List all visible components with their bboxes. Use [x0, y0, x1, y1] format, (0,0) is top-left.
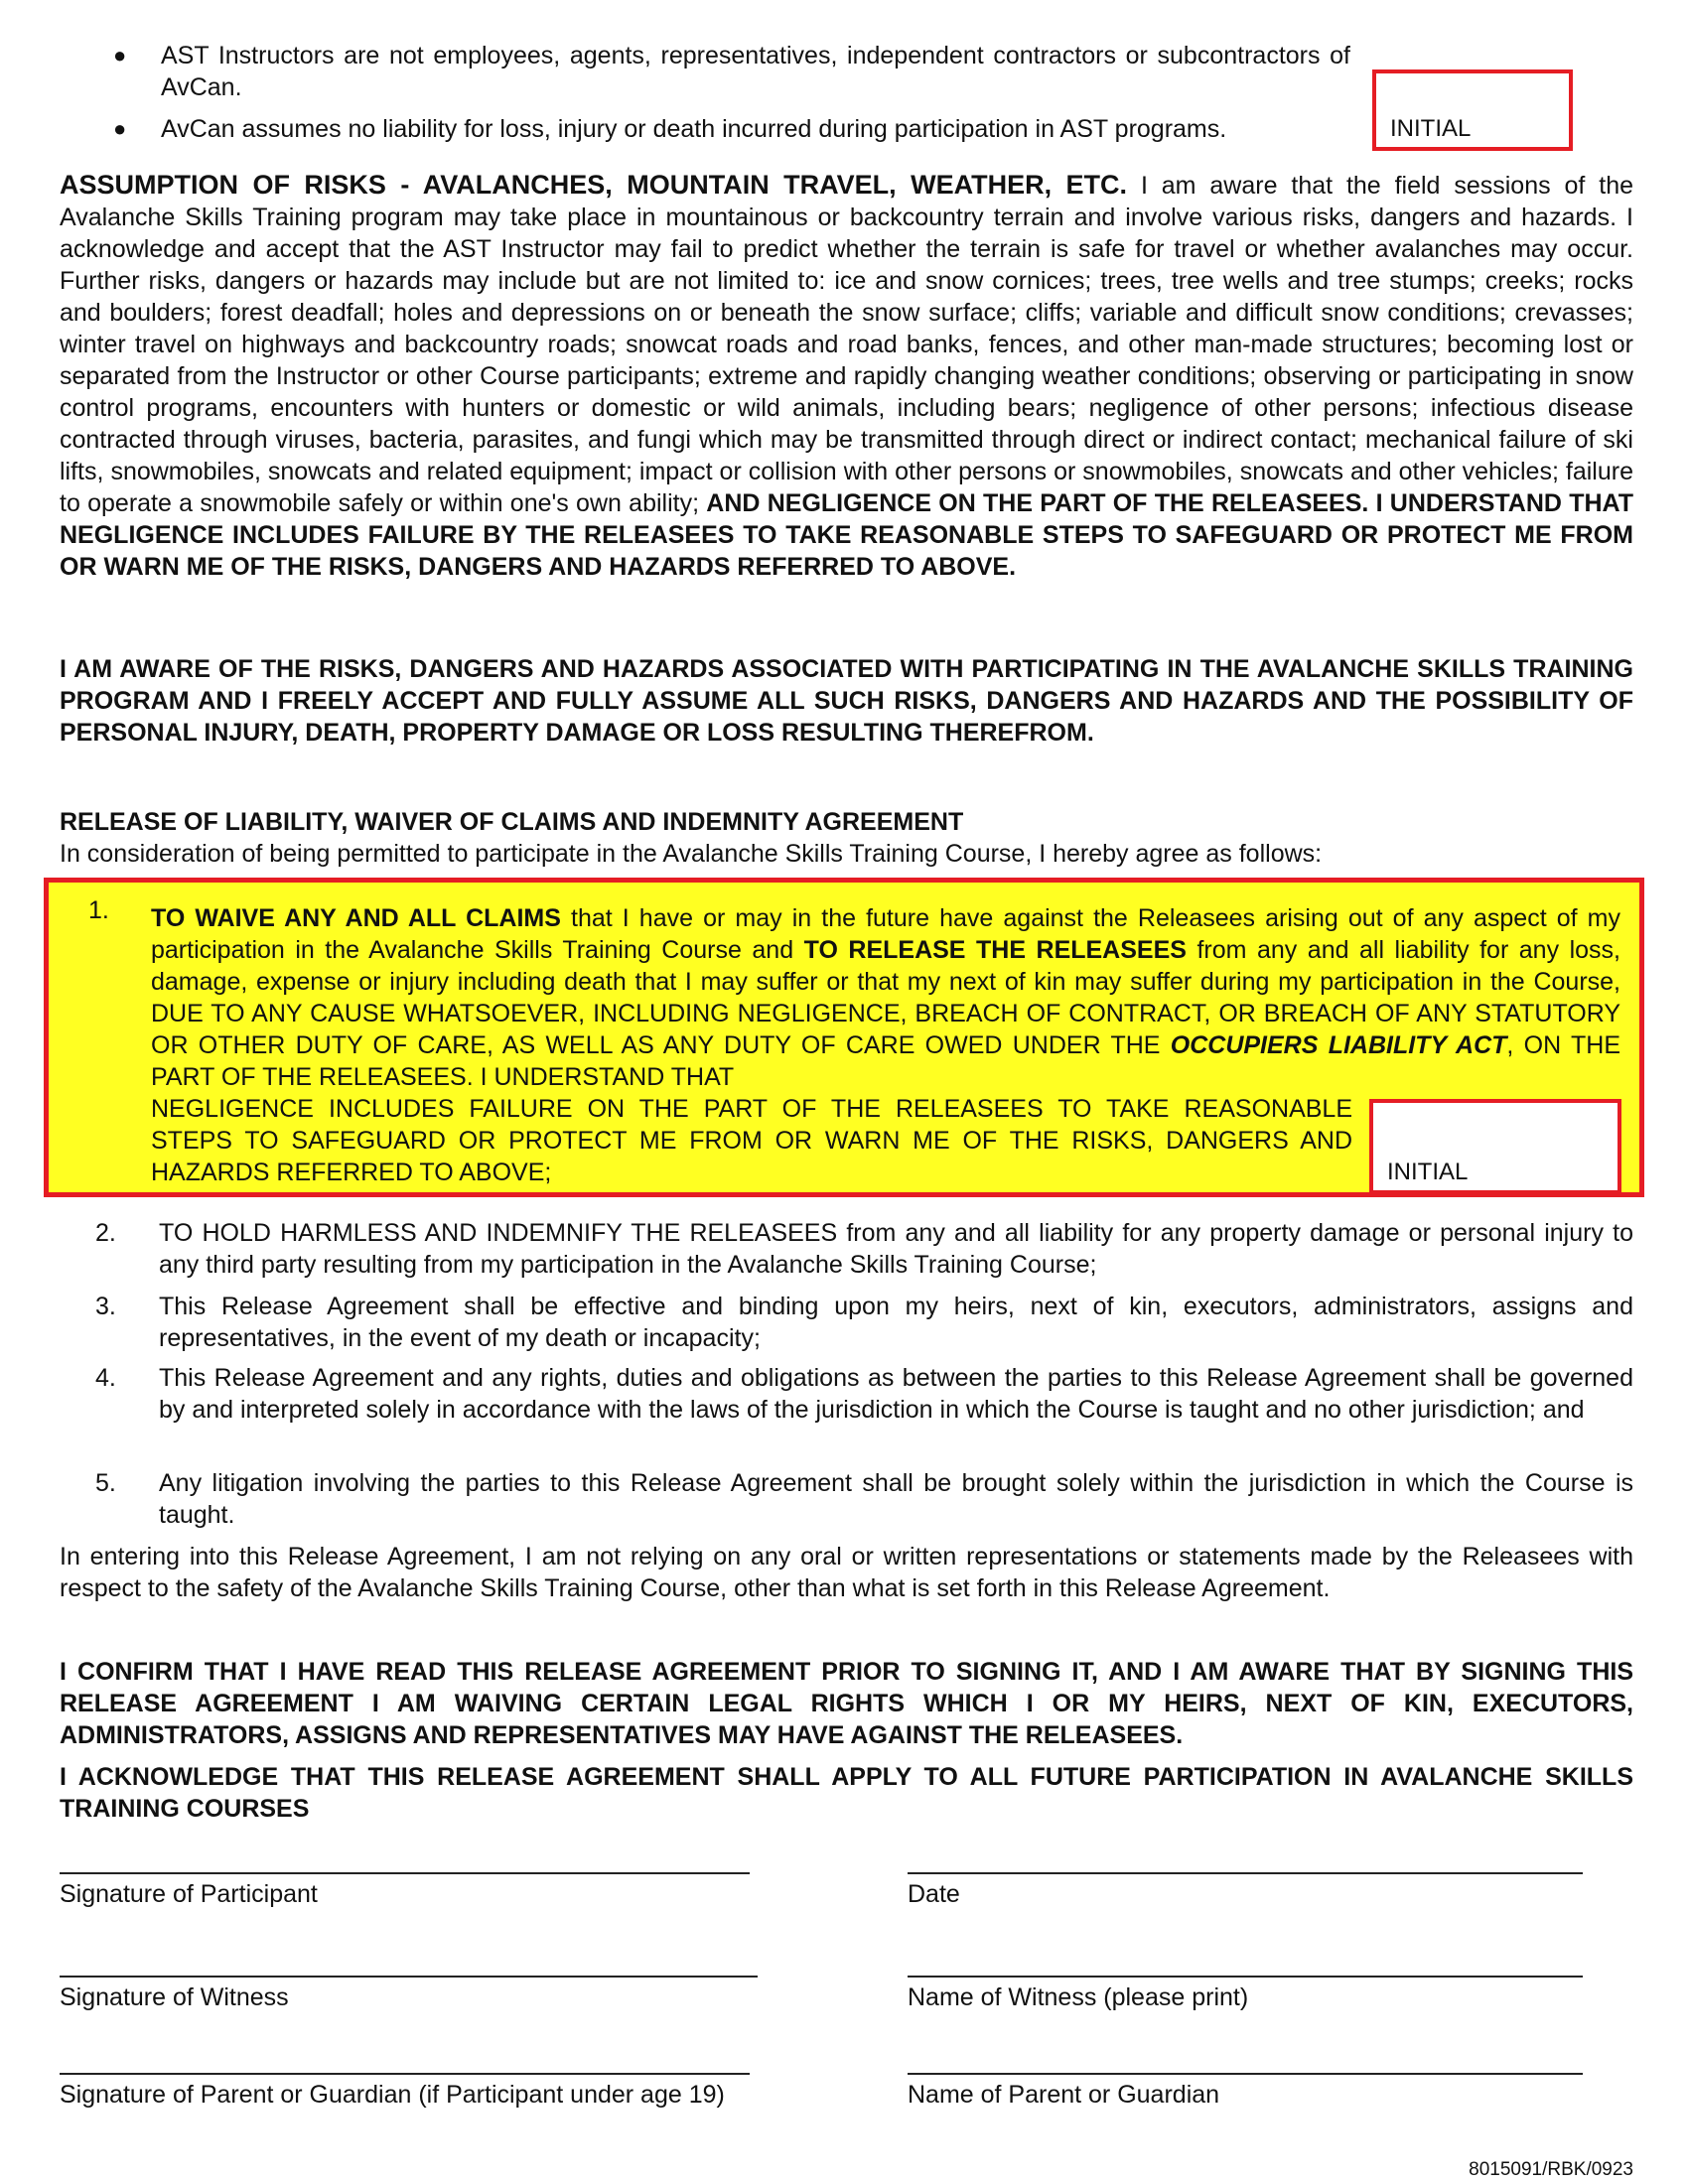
assumption-negligence: AND NEGLIGENCE ON THE PART OF THE RELEASEES. I UNDERSTAND THAT NEGLIGENCE INCLUDES FAILURE BY THE RELEASEES TO TAKE REASONABLE STEPS TO SAFEGUARD OR PROTECT ME FROM OR WARN ME OF THE RISKS, DANGERS AND HAZARDS REFERRED TO ABOVE.: [60, 489, 1633, 581]
signature-line-date[interactable]: [908, 1872, 1583, 1874]
clause-text: from any and all liability for any loss, damage, expense or injury including death that I may suffer or that my next of kin may suffer during my participation in the Course, DUE TO ANY CAUSE WHATSOEVER, INCLUDING NEGLIGENCE, BREACH OF CONTRACT, OR BREACH OF ANY STATUTORY OR OTHER DUTY OF CARE, AS WELL AS ANY DUTY OF CARE OWED UNDER THE: [151, 936, 1621, 1059]
signature-label-participant: Signature of Participant: [60, 1880, 318, 1908]
signature-line-witness-name[interactable]: [908, 1976, 1583, 1978]
release-heading: RELEASE OF LIABILITY, WAIVER OF CLAIMS AND INDEMNITY AGREEMENT: [60, 808, 964, 836]
signature-line-witness[interactable]: [60, 1976, 758, 1978]
clause-text: , ON THE PART OF THE RELEASEES. I UNDERSTAND THAT: [151, 1031, 1621, 1091]
bullet-text: AvCan assumes no liability for loss, injury or death incurred during participation in AST programs.: [161, 115, 1227, 143]
bullet-list: [109, 40, 1350, 155]
assumption-body: I am aware that the field sessions of the Avalanche Skills Training program may take place in mountainous or backcountry terrain and involve various risks, dangers and hazards. I acknowledge and accept that the AST Instructor may fail to predict whether the terrain is safe for travel or whether avalanches may occur. Further risks, dangers or hazards may include but are not limited to: ice and snow cornices; trees, tree wells and tree stumps; creeks; rocks and boulders; forest deadfall; holes and depressions on or beneath the snow surface; cliffs; variable and difficult snow conditions; crevasses; winter travel on highways and backcountry roads; snowcat roads and road banks, fences, and other man-made structures; becoming lost or separated from the Instructor or other Course participants; extreme and rapidly changing weather conditions; observing or participating in snow control programs, encounters with hunters or domestic or wild animals, including bears; negligence of other persons; infectious disease contracted through viruses, bacteria, parasites, and fungi which may be transmitted through direct or indirect contact; mechanical failure of ski lifts, snowmobiles, snowcats and related equipment; impact or collision with other persons or snowmobiles, snowcats and other vehicles; failure to operate a snowmobile safely or within one's own ability;: [60, 172, 1633, 517]
bullet-icon: ●: [113, 43, 127, 68]
signature-line-participant[interactable]: [60, 1872, 750, 1874]
initial-label: INITIAL: [1390, 115, 1472, 142]
signature-line-guardian[interactable]: [60, 2073, 750, 2075]
item-number: 5.: [95, 1469, 116, 1497]
reliance-paragraph: In entering into this Release Agreement, I am not relying on any oral or written representations or statements made by the Releasees with respect to the safety of the Avalanche Skills Training Course, other than what is set forth in this Release Agreement.: [60, 1543, 1633, 1602]
aware-text: I AM AWARE OF THE RISKS, DANGERS AND HAZARDS ASSOCIATED WITH PARTICIPATING IN THE AVALANCHE SKILLS TRAINING PROGRAM AND I FREELY ACCEPT AND FULLY ASSUME ALL SUCH RISKS, DANGERS AND HAZARDS AND THE POSSIBILITY OF PERSONAL INJURY, DEATH, PROPERTY DAMAGE OR LOSS RESULTING THEREFROM.: [60, 655, 1633, 747]
item-number: 2.: [95, 1219, 116, 1247]
document-code: 8015091/RBK/0923: [1469, 2159, 1633, 2180]
list-item: [60, 1291, 1633, 1354]
assumption-aware: [60, 653, 1633, 749]
item-number: 3.: [95, 1293, 116, 1320]
clause-text: that I have or may in the future have against the Releasees arising out of any aspect of my participation in the Avalanche Skills Training Course and: [151, 904, 1620, 964]
list-item: [60, 1362, 1633, 1426]
clause-text-narrow: NEGLIGENCE INCLUDES FAILURE ON THE PART OF THE RELEASEES TO TAKE REASONABLE STEPS TO SAFEGUARD OR PROTECT ME FROM OR WARN ME OF THE RISKS, DANGERS AND HAZARDS REFERRED TO ABOVE;: [151, 1095, 1352, 1186]
release-intro: In consideration of being permitted to participate in the Avalanche Skills Training Course, I hereby agree as follows:: [60, 840, 1323, 868]
item-text: This Release Agreement and any rights, duties and obligations as between the parties to this Release Agreement shall be governed by and interpreted solely in accordance with the laws of the jurisdiction in which the Course is taught and no other jurisdiction; and: [159, 1364, 1633, 1424]
list-item: [60, 1467, 1633, 1531]
confirm-paragraph: I CONFIRM THAT I HAVE READ THIS RELEASE AGREEMENT PRIOR TO SIGNING IT, AND I AM AWARE THAT BY SIGNING THIS RELEASE AGREEMENT I AM WAIVING CERTAIN LEGAL RIGHTS WHICH I OR MY HEIRS, NEXT OF KIN, EXECUTORS, ADMINISTRATORS, ASSIGNS AND REPRESENTATIVES MAY HAVE AGAINST THE RELEASEES.: [60, 1658, 1633, 1749]
acknowledge-paragraph: I ACKNOWLEDGE THAT THIS RELEASE AGREEMENT SHALL APPLY TO ALL FUTURE PARTICIPATION IN AVALANCHE SKILLS TRAINING COURSES: [60, 1763, 1633, 1823]
clause-bold-waive: TO WAIVE ANY AND ALL CLAIMS: [151, 904, 561, 932]
assumption-heading: ASSUMPTION OF RISKS - AVALANCHES, MOUNTAIN TRAVEL, WEATHER, ETC.: [60, 170, 1128, 200]
clause-1-highlight: [44, 878, 1644, 1197]
signature-label-witness: Signature of Witness: [60, 1983, 289, 2011]
initial-label: INITIAL: [1387, 1159, 1469, 1185]
signature-label-date: Date: [908, 1880, 960, 1908]
occupiers-act: OCCUPIERS LIABILITY ACT: [1170, 1031, 1507, 1059]
item-text: TO HOLD HARMLESS AND INDEMNIFY THE RELEASEES from any and all liability for any property damage or personal injury to any third party resulting from my participation in the Avalanche Skills Training Course;: [159, 1219, 1633, 1279]
signature-line-guardian-name[interactable]: [908, 2073, 1583, 2075]
signature-label-guardian-name: Name of Parent or Guardian: [908, 2081, 1220, 2109]
initial-box-top[interactable]: [1372, 69, 1573, 151]
signature-label-guardian: Signature of Parent or Guardian (if Participant under age 19): [60, 2081, 725, 2109]
signature-label-witness-name: Name of Witness (please print): [908, 1983, 1249, 2011]
bullet-icon: ●: [113, 116, 127, 141]
initial-box-clause[interactable]: [1369, 1099, 1621, 1194]
clause-number: 1.: [88, 896, 109, 924]
item-number: 4.: [95, 1364, 116, 1392]
clause-bold-release: TO RELEASE THE RELEASEES: [803, 936, 1187, 964]
list-item: [109, 113, 1350, 145]
release-section: [60, 806, 1633, 870]
list-item: [109, 40, 1350, 103]
assumption-section: [60, 169, 1633, 583]
list-item: [60, 1217, 1633, 1281]
bullet-text: AST Instructors are not employees, agents, representatives, independent contractors or subcontractors of AvCan.: [161, 42, 1350, 101]
item-text: Any litigation involving the parties to this Release Agreement shall be brought solely within the jurisdiction in which the Course is taught.: [159, 1469, 1633, 1529]
item-text: This Release Agreement shall be effective and binding upon my heirs, next of kin, executors, administrators, assigns and representatives, in the event of my death or incapacity;: [159, 1293, 1633, 1352]
